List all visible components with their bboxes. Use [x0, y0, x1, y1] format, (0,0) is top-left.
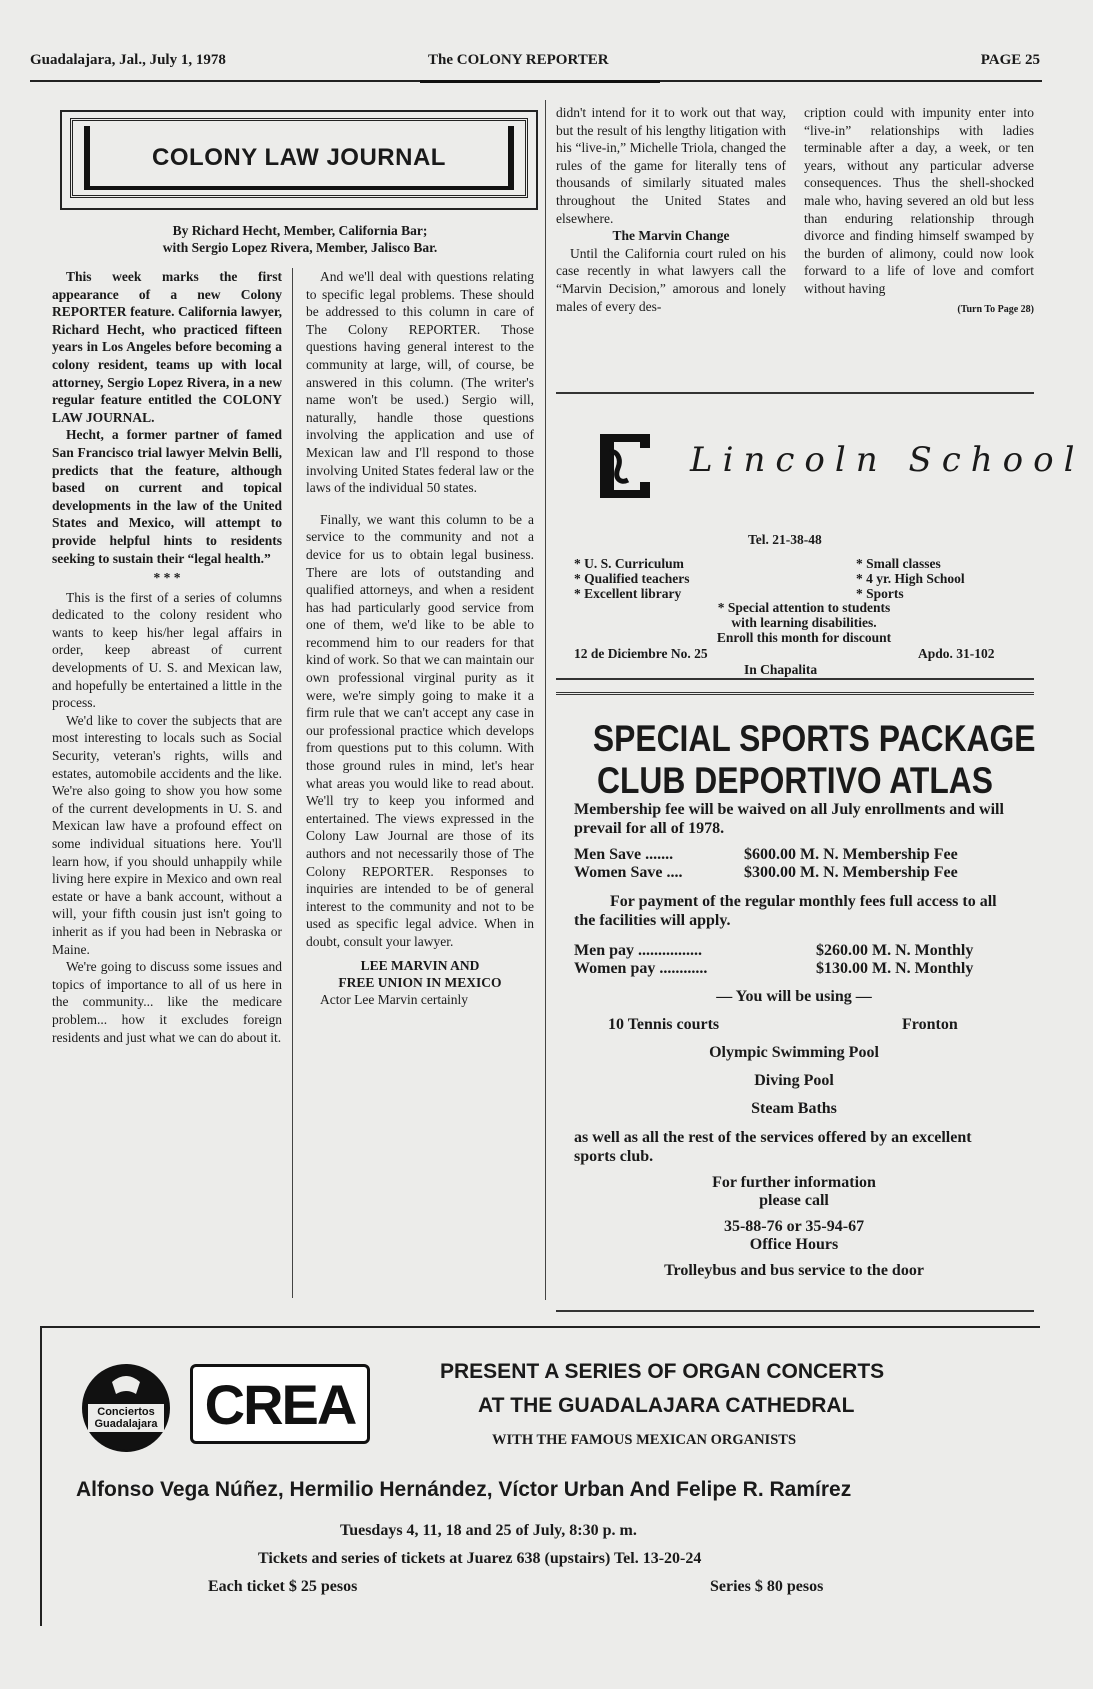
- enroll-line: Enroll this month for discount: [716, 630, 892, 645]
- concert-single-price: Each ticket $ 25 pesos: [208, 1578, 358, 1595]
- women-pay-label: Women pay ............: [574, 960, 708, 977]
- feature-item: * Sports: [856, 586, 904, 601]
- feature-item: * Small classes: [856, 556, 941, 571]
- article-paragraph: didn't intend for it to work out that way, but the result of his lengthy litigation with his “live-in,” Michelle Triola, changed the rules of the game for literally tens of thousands of similarly situated males throughout the United States and elsewhere.: [556, 105, 786, 226]
- masthead-page-number: PAGE 25: [980, 52, 1040, 68]
- article-column-4: [804, 104, 1034, 318]
- lincoln-special-note: [574, 600, 1034, 645]
- article-lead-2: Hecht, a former partner of famed San Francisco trial lawyer Melvin Belli, predicts that the feature, although based on current and topical developments in the law of the United States and Mexico, will attempt to provide helpful hints to residents seeking to sustain their “legal health.”: [52, 427, 282, 566]
- masthead-dateline: Guadalajara, Jal., July 1, 1978: [30, 52, 226, 68]
- masthead-rule-center: [420, 80, 660, 83]
- lincoln-school-logo-icon: [592, 428, 662, 504]
- contact-phone: 35-88-76 or 35-94-67: [723, 1218, 865, 1235]
- sports-contact: [574, 1174, 1014, 1280]
- facility-diving-pool: Diving Pool: [754, 1072, 834, 1089]
- masthead: [30, 52, 1040, 78]
- article-paragraph: Until the California court ruled on his case recently in what lawyers call the “Marvin Decision,” amorous and lonely males of every des-: [556, 245, 786, 314]
- special-line-2: with learning disabilities.: [731, 615, 877, 630]
- feature-item: * U. S. Curriculum: [574, 556, 684, 571]
- facility-fronton: Fronton: [902, 1016, 958, 1033]
- turn-to-page-note: (Turn To Page 28): [957, 303, 1034, 315]
- concert-organists: Alfonso Vega Núñez, Hermilio Hernández, Víctor Urban And Felipe R. Ramírez: [76, 1478, 852, 1501]
- sports-title-line-1: SPECIAL SPORTS PACKAGE: [592, 718, 1036, 759]
- journal-byline: [60, 222, 540, 256]
- women-save-value: $300.00 M. N. Membership Fee: [744, 864, 958, 881]
- logo-caption-line-2: Guadalajara: [94, 1418, 158, 1430]
- feature-item: * Excellent library: [574, 586, 682, 601]
- contact-bus-service: Trolleybus and bus service to the door: [664, 1262, 924, 1279]
- feature-item: * Qualified teachers: [574, 571, 690, 586]
- logo-caption: [88, 1406, 164, 1430]
- men-save-value: $600.00 M. N. Membership Fee: [744, 846, 958, 863]
- sports-rest-services: as well as all the rest of the services offered by an excellent sports club.: [574, 1129, 972, 1165]
- article-paragraph: Actor Lee Marvin certainly: [320, 991, 469, 1007]
- facility-steam-baths: Steam Baths: [751, 1100, 837, 1117]
- article-separator-stars: * * *: [153, 570, 181, 586]
- men-pay-value: $260.00 M. N. Monthly: [816, 942, 974, 959]
- crea-logo: CREA: [190, 1364, 370, 1444]
- lincoln-school-name: Lincoln School: [690, 440, 1085, 480]
- women-pay-value: $130.00 M. N. Monthly: [816, 960, 974, 977]
- sports-title-line-2: CLUB DEPORTIVO ATLAS: [596, 760, 993, 801]
- lincoln-features-right: [856, 556, 965, 601]
- lincoln-phone: Tel. 21-38-48: [748, 532, 822, 547]
- article-paragraph: cription could with impunity enter into “live-in” relationships with ladies terminable after a day, a week, or ten years, without any particular adverse consequences. Thus the shell-shocked male who, having severed an old but less than enduring relationship through divorce and finding himself swamped by the burden of alimony, could now look forward to a life of love and comfort without having: [804, 105, 1034, 296]
- article-column-3: [556, 104, 786, 315]
- concert-tickets-info: Tickets and series of tickets at Juarez 638 (upstairs) Tel. 13-20-24: [258, 1550, 702, 1567]
- article-lead: This week marks the first appearance of a new Colony REPORTER feature. California lawyer, Richard Hecht, who practiced fifteen years in Los Angeles before becoming a colony resident, teams up with local attorney, Sergio Lopez Rivera, in a new regular feature entitled the COLONY LAW JOURNAL.: [52, 269, 282, 425]
- masthead-paper-name: The COLONY REPORTER: [428, 52, 609, 68]
- contact-hours: Office Hours: [749, 1236, 839, 1253]
- lincoln-address: 12 de Diciembre No. 25: [574, 646, 708, 661]
- subhead-line-1: LEE MARVIN AND: [360, 957, 480, 973]
- facility-olympic-pool: Olympic Swimming Pool: [709, 1044, 879, 1061]
- men-pay-label: Men pay ................: [574, 942, 702, 959]
- column-divider: [292, 268, 293, 1298]
- feature-item: * 4 yr. High School: [856, 571, 965, 586]
- article-paragraph: We'd like to cover the subjects that are most interesting to locals such as Social Security, veteran's rights, wills and estates, automobile accidents and the like. We're also going to show you how some of the current developments in U. S. and Mexican law have a profound effect on some individual situations here. You'll learn how, if you should unhappily while living here expire in Mexico and own real estate or have a bank account, without a will, your fifth cousin just isn't going to inherit as if you had been in Nebraska or Maine.: [52, 712, 282, 957]
- article-subhead: The Marvin Change: [612, 228, 730, 244]
- concert-heading-1: PRESENT A SERIES OF ORGAN CONCERTS: [440, 1360, 885, 1383]
- article-subhead: [306, 957, 534, 991]
- sports-using-heading: — You will be using —: [716, 988, 872, 1005]
- article-paragraph: And we'll deal with questions relating to specific legal problems. These should be addressed to this column in care of The Colony REPORTER. Those questions having general interest to the community at large, will, of course, be answered in this column. (The writer's name won't be used.) Sergio will, naturally, handle those questions involving the application and use of Mexican law and I'll respond to those involving United States federal law or the laws of the individual 50 states.: [306, 269, 534, 496]
- contact-line: For further information: [712, 1174, 876, 1191]
- sports-intro: Membership fee will be waived on all July enrollments and will prevail for all of 1978.: [574, 801, 1004, 837]
- lincoln-area: In Chapalita: [744, 662, 818, 677]
- facility-tennis: 10 Tennis courts: [608, 1016, 720, 1033]
- women-save-label: Women Save ....: [574, 864, 683, 881]
- article-paragraph: We're going to discuss some issues and topics of importance to all of us here in the community... like the medicare problem... how it excludes foreign residents and just what we can do about it.: [52, 959, 282, 1045]
- article-column-1: [52, 268, 282, 1046]
- concert-heading-2: AT THE GUADALAJARA CATHEDRAL: [478, 1394, 855, 1417]
- article-paragraph: This is the first of a series of columns dedicated to the colony resident who wants to keep his/her legal affairs in order, keep abreast of current developments of U. S. and Mexican law, and hopefully be entertained a little in the process.: [52, 589, 282, 711]
- byline-line-1: By Richard Hecht, Member, California Bar;: [172, 223, 428, 238]
- lincoln-apdo: Apdo. 31-102: [918, 646, 995, 661]
- column-divider: [545, 100, 546, 1300]
- journal-title: COLONY LAW JOURNAL: [152, 144, 446, 171]
- concert-subheading: WITH THE FAMOUS MEXICAN ORGANISTS: [492, 1432, 797, 1448]
- article-paragraph: Finally, we want this column to be a service to the community and not a device for us to obtain legal business. There are lots of outstanding and qualified attorneys, and when a resident has had particularly good service from one of them, we'd like to be able to recommend him to our readers for that kind of work. So that we can maintain our own professional virginal purity as it were, we're simply going to make it a firm rule that we can't accept any case in our professional practice which develops from questions put to this column. With those ground rules in mind, let's hear what areas you would like to read about. We'll try to keep you informed and entertained. The views expressed in the Colony Law Journal are those of its authors and not necessarily those of The Colony REPORTER. Responses to inquiries are intended to be of general interest to the community and not to be used as specific legal advice. When in doubt, consult your lawyer.: [306, 511, 534, 949]
- conciertos-guadalajara-logo: [82, 1364, 170, 1452]
- subhead-line-2: FREE UNION IN MEXICO: [338, 974, 502, 990]
- concert-dates: Tuesdays 4, 11, 18 and 25 of July, 8:30 p. m.: [340, 1522, 637, 1539]
- byline-line-2: with Sergio Lopez Rivera, Member, Jalisco Bar.: [162, 240, 438, 255]
- contact-line: please call: [759, 1192, 829, 1209]
- concert-series-price: Series $ 80 pesos: [710, 1578, 824, 1595]
- sports-title: [592, 718, 1036, 802]
- lincoln-features-left: [574, 556, 689, 601]
- logo-caption-line-1: Conciertos: [97, 1406, 155, 1418]
- sports-payment-note: For payment of the regular monthly fees full access to all the facilities will apply.: [574, 893, 997, 929]
- men-save-label: Men Save .......: [574, 846, 674, 863]
- article-column-2: [306, 268, 534, 1008]
- special-line-1: * Special attention to students: [717, 600, 891, 615]
